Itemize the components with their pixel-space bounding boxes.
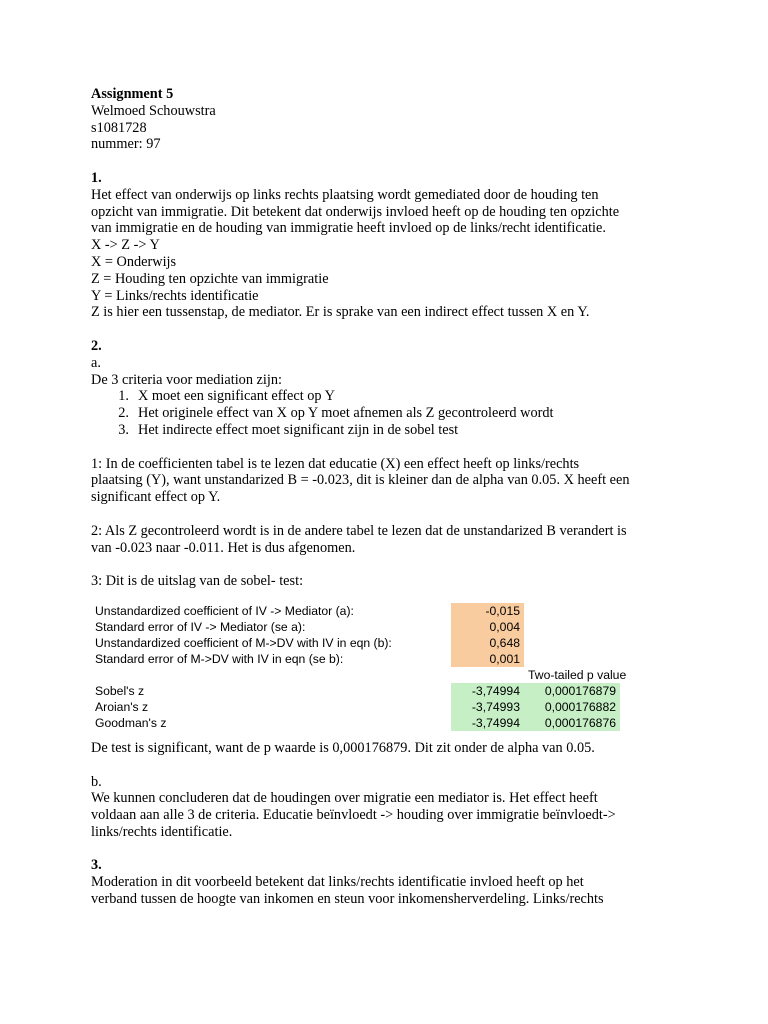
sobel-test-table: [95, 600, 655, 730]
p-value-header: Two-tailed p value: [528, 667, 627, 682]
table-row: [95, 683, 655, 699]
paragraph-line: Z is hier een tussenstap, de mediator. Er is sprake van een indirect effect tussen X en Y.: [91, 304, 590, 321]
paragraph-line: Z = Houding ten opzichte van immigratie: [91, 270, 329, 287]
paragraph-line: plaatsing (Y), want unstandarized B = -0.023, dit is kleiner dan de alpha van 0.05. X heeft een: [91, 472, 630, 489]
list-number: 2.: [118, 405, 129, 422]
paragraph-line: van immigratie en de houding van immigratie heeft invloed op de links/recht identificatie.: [91, 220, 606, 237]
student-number: nummer: 97: [91, 136, 161, 153]
point-3-intro: 3: Dit is de uitslag van de sobel- test:: [91, 573, 304, 590]
list-item: [91, 405, 691, 422]
result-label: Goodman's z: [95, 715, 167, 730]
paragraph-line: Y = Links/rechts identificatie: [91, 287, 259, 304]
list-number: 1.: [118, 388, 129, 405]
input-value: 0,001: [451, 651, 524, 667]
paragraph-line: 2: Als Z gecontroleerd wordt is in de andere tabel te lezen dat de unstandarized B verandert is: [91, 522, 627, 539]
criteria-intro: De 3 criteria voor mediation zijn:: [91, 371, 282, 388]
section-3-body: [91, 874, 691, 908]
paragraph-line: Het effect van onderwijs op links rechts plaatsing wordt gemediated door de houding ten: [91, 186, 599, 203]
section-3-heading: 3.: [91, 857, 102, 874]
subsection-a-label: a.: [91, 354, 101, 371]
input-label: Standard error of M->DV with IV in eqn (se b):: [95, 651, 344, 666]
z-value: -3,74993: [451, 699, 524, 715]
sobel-conclusion: De test is significant, want de p waarde is 0,000176879. Dit zit onder de alpha van 0.05.: [91, 739, 595, 756]
p-value: 0,000176876: [524, 715, 620, 731]
p-value: 0,000176879: [524, 683, 620, 699]
document-title: Assignment 5: [91, 86, 174, 102]
list-number: 3.: [118, 421, 129, 438]
paragraph-line: significant effect op Y.: [91, 489, 221, 506]
criteria-list: [91, 388, 691, 438]
subsection-b-body: [91, 790, 691, 840]
paragraph-line: voldaan aan alle 3 de criteria. Educatie beïnvloedt -> houding over immigratie beïnvloedt->: [91, 807, 616, 824]
result-label: Aroian's z: [95, 699, 149, 714]
list-item: [91, 388, 691, 405]
input-value: 0,648: [451, 635, 524, 651]
p-value: 0,000176882: [524, 699, 620, 715]
paragraph-line: X -> Z -> Y: [91, 237, 160, 254]
document-page: [91, 86, 691, 908]
point-2-paragraph: [91, 523, 691, 557]
table-row: [95, 603, 655, 619]
list-text: X moet een significant effect op Y: [138, 388, 335, 405]
point-1-paragraph: [91, 456, 691, 506]
input-label: Unstandardized coefficient of IV -> Mediator (a):: [95, 603, 354, 618]
input-value: -0,015: [451, 603, 524, 619]
section-1-heading: 1.: [91, 169, 102, 186]
paragraph-line: X = Onderwijs: [91, 253, 177, 270]
paragraph-line: links/rechts identificatie.: [91, 823, 233, 840]
z-value: -3,74994: [451, 715, 524, 731]
student-id: s1081728: [91, 119, 147, 136]
result-label: Sobel's z: [95, 683, 145, 698]
table-row: [95, 699, 655, 715]
input-label: Standard error of IV -> Mediator (se a):: [95, 619, 306, 634]
list-item: [91, 422, 691, 439]
input-value: 0,004: [451, 619, 524, 635]
table-header-row: [95, 667, 655, 683]
list-text: Het originele effect van X op Y moet afnemen als Z gecontroleerd wordt: [138, 405, 554, 422]
paragraph-line: 1: In de coefficienten tabel is te lezen dat educatie (X) een effect heeft op links/rechts: [91, 455, 580, 472]
paragraph-line: van -0.023 naar -0.011. Het is dus afgenomen.: [91, 539, 356, 556]
section-1-body: [91, 187, 691, 321]
z-value: -3,74994: [451, 683, 524, 699]
list-text: Het indirecte effect moet significant zijn in de sobel test: [138, 421, 459, 438]
table-row: [95, 635, 655, 651]
paragraph-line: opzicht van immigratie. Dit betekent dat onderwijs invloed heeft op de houding ten opzichte: [91, 203, 620, 220]
paragraph-line: We kunnen concluderen dat de houdingen over migratie een mediator is. Het effect heeft: [91, 790, 598, 807]
paragraph-line: verband tussen de hoogte van inkomen en steun voor inkomensherverdeling. Links/rechts: [91, 891, 604, 908]
table-row: [95, 715, 655, 731]
input-label: Unstandardized coefficient of M->DV with IV in eqn (b):: [95, 635, 392, 650]
subsection-b-label: b.: [91, 773, 102, 790]
table-row: [95, 651, 655, 667]
paragraph-line: Moderation in dit voorbeeld betekent dat links/rechts identificatie invloed heeft op het: [91, 874, 584, 891]
author-name: Welmoed Schouwstra: [91, 102, 216, 119]
table-row: [95, 619, 655, 635]
section-2-heading: 2.: [91, 337, 102, 354]
